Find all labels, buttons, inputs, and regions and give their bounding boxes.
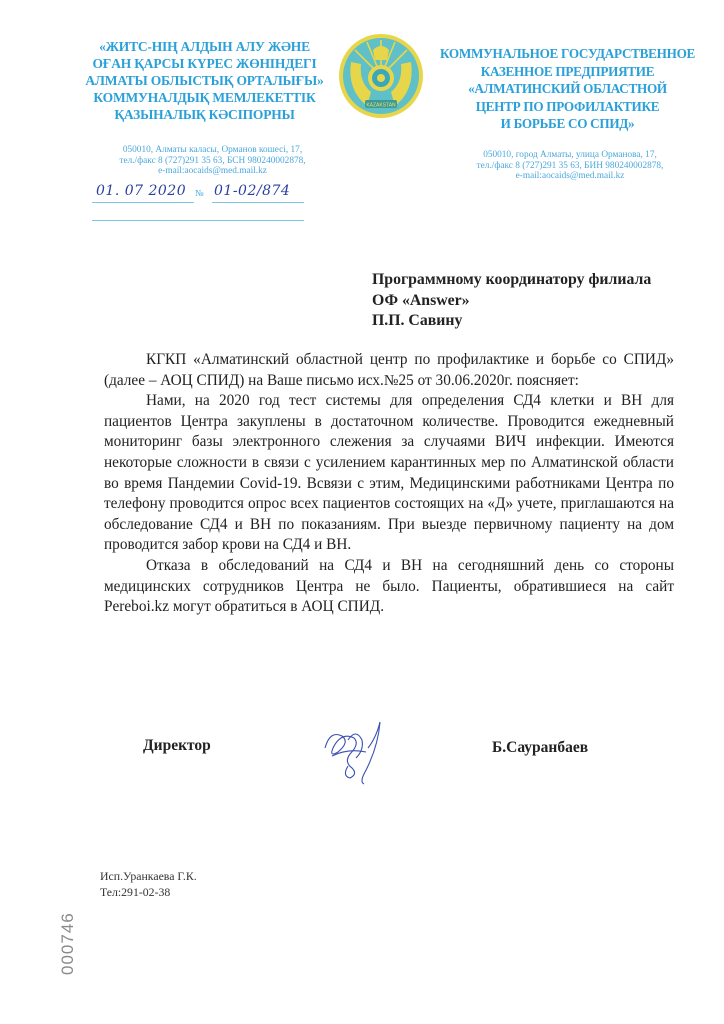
body-paragraph: Отказа в обследований на СД4 и ВН на сегодняшний день со стороны медицинских сотрудников Центра не было. Пациенты, обратившиеся на сайт Pereboi.kz могут обратиться в АОЦ СПИД. (104, 556, 674, 616)
date-underline (92, 202, 194, 203)
right-org-line: ЦЕНТР ПО ПРОФИЛАКТИКЕ (475, 98, 660, 114)
executor-name: Исп.Уранкаева Г.К. (100, 869, 197, 883)
handwritten-signature-icon (320, 718, 395, 788)
address-line: 050010, город Алматы, улица Орманова, 17, (483, 150, 657, 160)
number-label: № (195, 188, 204, 198)
left-org-name (72, 38, 337, 123)
address-line: e-mail:aocaids@med.mail.kz (158, 166, 267, 176)
letter-body (104, 350, 674, 618)
body-paragraph: Нами, на 2020 год тест системы для определения СД4 клетки и ВН для пациентов Центра закуплены в достаточном количестве. Проводится ежедневный мониторинг базы электронного слежения за случаями ВИЧ инфекции. Имеются некоторые сложности в связи с усилением карантинных мер по Алматинской области во время Пандемии Covid-19. Всвязи с этим, Медицинскими работниками Центра по телефону проводится опрос всех пациентов состоящих на «Д» учете, приглашаются на обследование СД4 и ВН по показаниям. При выезде первичному пациенту на дом проводится забор крови на СД4 и ВН. (104, 392, 674, 554)
right-org-line: КОММУНАЛЬНОЕ ГОСУДАРСТВЕННОЕ (439, 46, 696, 61)
left-org-line: ҚАЗЫНАЛЫҚ КӘСІПОРНЫ (114, 107, 295, 122)
right-org-line: КАЗЕННОЕ ПРЕДПРИЯТИЕ (480, 63, 655, 79)
left-org-line: ОҒАН ҚАРСЫ КҮРЕС ЖӨНІНДЕГІ (92, 56, 317, 71)
right-address (450, 150, 690, 182)
addressee-line: Программному координатору филиала (372, 271, 652, 288)
left-org-line: АЛМАТЫ ОБЛЫСТЫҚ ОРТАЛЫҒЫ» (85, 73, 324, 88)
right-org-name (425, 45, 710, 133)
address-line: тел./факс 8 (727)291 35 63, БИН 980240002878, (476, 160, 664, 171)
address-line: тел./факс 8 (727)291 35 63, БСН 980240002878, (119, 155, 306, 166)
right-org-line: И БОРЬБЕ СО СПИД» (500, 116, 635, 131)
document-stamp-number: 000746 (58, 912, 77, 975)
left-org-line: «ЖИТС-НІҢ АЛДЫН АЛУ ЖӘНЕ (99, 39, 310, 54)
left-org-line: КОММУНАЛДЫҚ МЕМЛЕКЕТТІК (93, 90, 316, 105)
number-underline (212, 202, 304, 203)
emblem-label: KAZAKSTAN (366, 102, 396, 109)
right-org-line: «АЛМАТИНСКИЙ ОБЛАСТНОЙ (468, 81, 667, 96)
state-emblem-icon (337, 32, 425, 120)
signatory-title: Директор (143, 737, 211, 754)
registration-number: 01-02/874 (214, 183, 291, 199)
executor-phone: Тел:291-02-38 (100, 885, 171, 899)
addressee-line: П.П. Савину (372, 312, 463, 329)
registration-date: 01. 07 2020 (96, 183, 187, 199)
left-address (80, 145, 345, 177)
executor-block (100, 868, 197, 900)
blank-line-divider (92, 220, 304, 221)
registration-line (92, 183, 304, 205)
body-paragraph: КГКП «Алматинский областной центр по профилактике и борьбе со СПИД» (далее – АОЦ СПИД) на Ваше письмо исх.№25 от 30.06.2020г. поясняет: (104, 351, 674, 389)
addressee-block (372, 270, 651, 332)
address-line: 050010, Алматы каласы, Орманов кошесі, 17, (122, 145, 303, 155)
signatory-name: Б.Сауранбаев (492, 739, 589, 756)
addressee-line: ОФ «Answer» (372, 291, 470, 309)
address-line: e-mail:aocaids@med.mail.kz (515, 171, 625, 181)
